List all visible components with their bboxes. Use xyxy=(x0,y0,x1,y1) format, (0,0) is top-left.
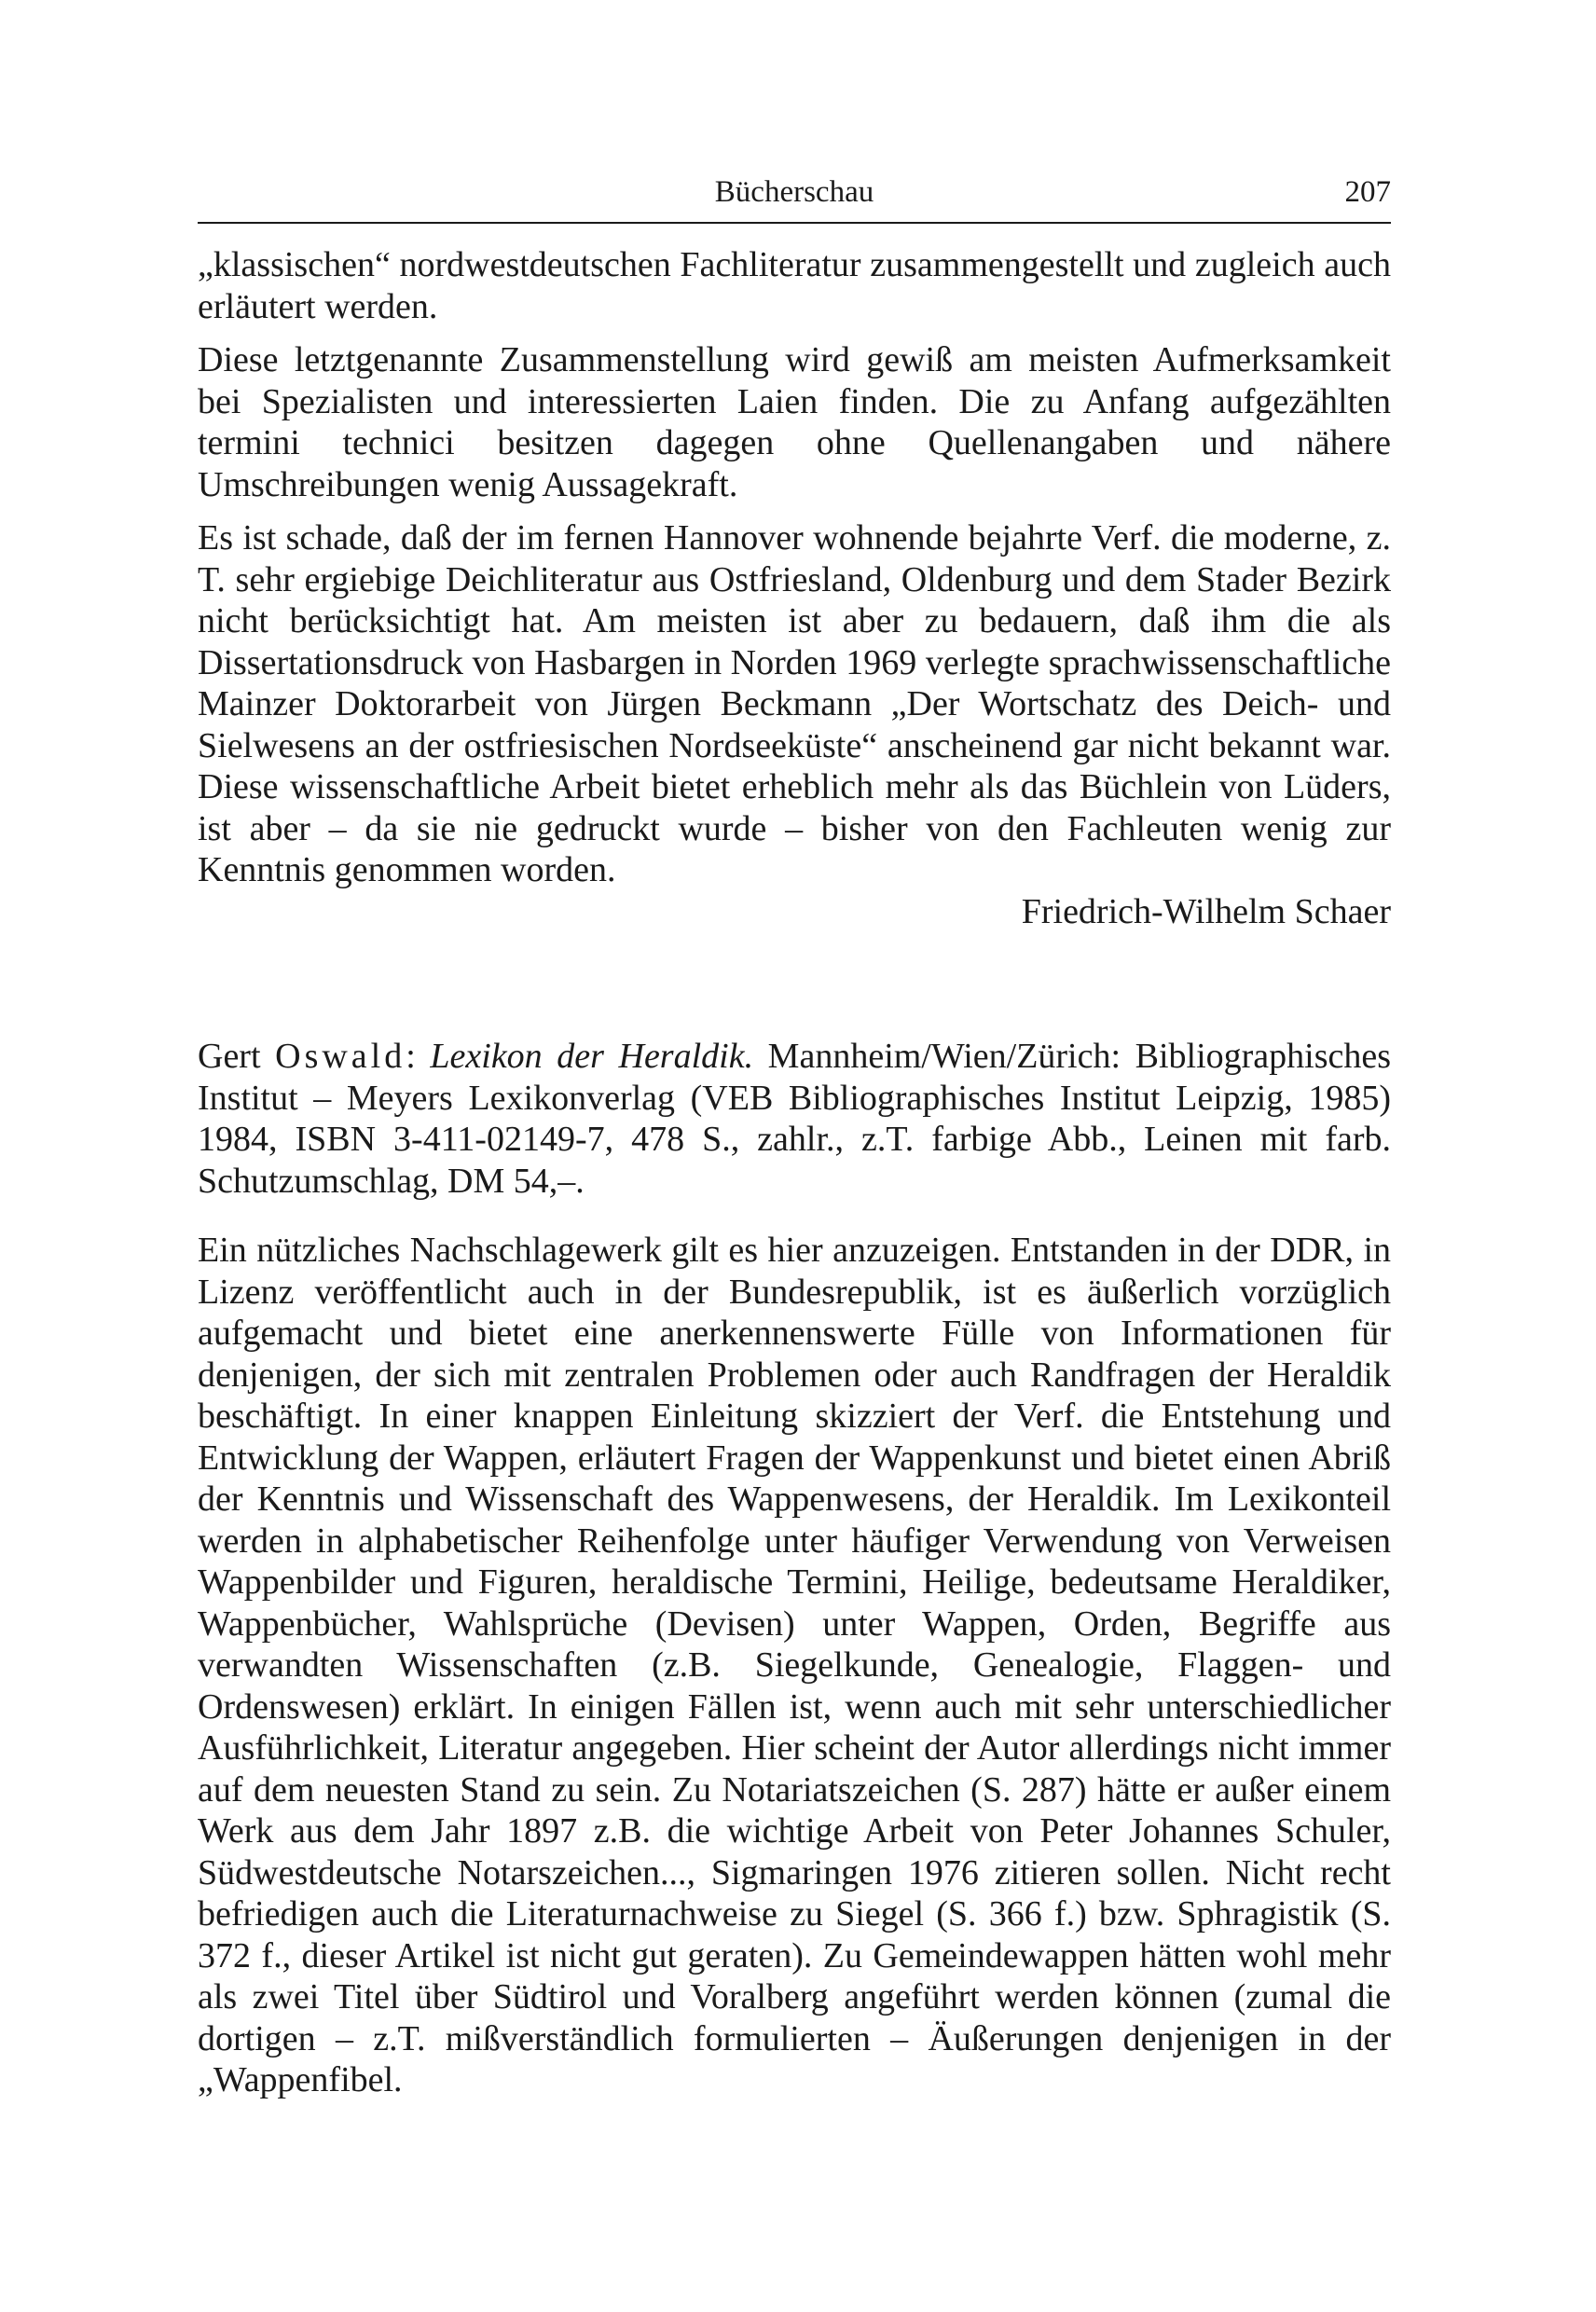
book-title: Lexikon der Heraldik. xyxy=(430,1037,754,1076)
review-schaer xyxy=(198,224,1391,932)
bibliographic-entry xyxy=(198,1036,1391,1202)
author-colon: : xyxy=(406,1037,416,1076)
author-first-name: Gert xyxy=(198,1037,261,1076)
reviewer-signature: Friedrich-Wilhelm Schaer xyxy=(1021,891,1391,931)
page-number: 207 xyxy=(1344,175,1391,209)
page-content xyxy=(198,168,1391,2101)
review-paragraph: „klassischen“ nordwestdeutschen Fachliteratur zusammengestellt und zugleich auch erläutert werden. xyxy=(198,245,1391,326)
review-body: Ein nützliches Nachschlagewerk gilt es hier anzuzeigen. Entstanden in der DDR, in Lizenz veröffentlicht auch in der Bundesrepublik, ist es äußerlich vorzüglich aufgemacht und bietet eine anerkennenswerte Fülle von Informationen für denjenigen, der sich mit zentralen Problemen oder auch Randfragen der Heraldik beschäftigt. In einer knappen Einleitung skizziert der Verf. die Entstehung und Entwicklung der Wappen, erläutert Fragen der Wappenkunst und bietet einen Abriß der Kenntnis und Wissenschaft des Wappenwesens, der Heraldik. Im Lexikonteil werden in alphabetischer Reihenfolge unter häufiger Verwendung von Verweisen Wappenbilder und Figuren, heraldische Termini, Heilige, bedeutsame Heraldiker, Wappenbücher, Wahlsprüche (Devisen) unter Wappen, Orden, Begriffe aus verwandten Wissenschaften (z.B. Siegelkunde, Genealogie, Flaggen- und Ordenswesen) erklärt. In einigen Fällen ist, wenn auch mit sehr unterschiedlicher Ausführlichkeit, Literatur angegeben. Hier scheint der Autor allerdings nicht immer auf dem neuesten Stand zu sein. Zu Notariatszeichen (S. 287) hätte er außer einem Werk aus dem Jahr 1897 z.B. die wichtige Arbeit von Peter Johannes Schuler, Südwestdeutsche Notarszeichen..., Sigmaringen 1976 zitieren sollen. Nicht recht befriedigen auch die Literaturnachweise zu Siegel (S. 366 f.) bzw. Sphragistik (S. 372 f., dieser Artikel ist nicht gut geraten). Zu Gemeindewappen hätten wohl mehr als zwei Titel über Südtirol und Voralberg angeführt werden können (zumal die dortigen – z.T. mißverständlich formulierten – Äußerungen denjenigen in der „Wappenfibel. xyxy=(198,1231,1391,2099)
citation-details: Mannheim/Wien/Zürich: Bibliographisches Institut – Meyers Lexikonverlag (VEB Bibliographisches Institut Leipzig, 1985) 1984, ISBN 3-411-02149-7, 478 S., zahlr., z.T. farbige Abb., Leinen mit farb. Schutzumschlag, DM 54,–. xyxy=(198,1037,1392,1201)
running-header xyxy=(198,168,1391,216)
review-paragraph: Diese letztgenannte Zusammenstellung wird gewiß am meisten Aufmerksamkeit bei Spezialisten und interessierten Laien finden. Die zu Anfang aufgezählten termini technici besitzen dagegen ohne Quellenangaben und nähere Umschreibungen wenig Aussagekraft. xyxy=(198,340,1391,504)
review-paragraph: Es ist schade, daß der im fernen Hannover wohnende bejahrte Verf. die moderne, z. T. sehr ergiebige Deichliteratur aus Ostfriesland, Oldenburg und dem Stader Bezirk nicht berücksichtigt hat. Am meisten ist aber zu bedauern, daß ihm die als Dissertationsdruck von Hasbargen in Norden 1969 verlegte sprachwissenschaftliche Mainzer Doktorarbeit von Jürgen Beckmann „Der Wortschatz des Deich- und Sielwesens an der ostfriesischen Nordseeküste“ anscheinend gar nicht bekannt war. Diese wissenschaftliche Arbeit bietet erheblich mehr als das Büchlein von Lüders, ist aber – da sie nie gedruckt wurde – bisher von den Fachleuten wenig zur Kenntnis genommen worden. xyxy=(198,518,1391,889)
author-last-name: Oswald xyxy=(275,1037,406,1076)
running-title: Bücherschau xyxy=(714,175,874,209)
review-heraldik xyxy=(198,1036,1391,2101)
